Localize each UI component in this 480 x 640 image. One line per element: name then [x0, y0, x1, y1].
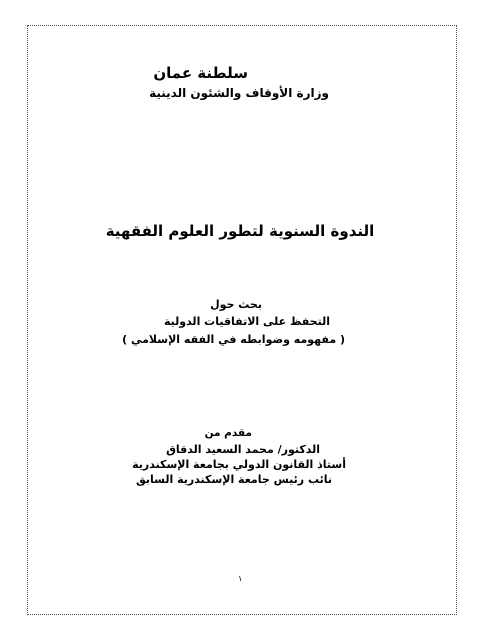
- symposium-title: الندوة السنوية لتطور العلوم الفقهية: [105, 222, 375, 240]
- presenter-role-vice-president: نائب رئيس جامعة الإسكندرية السابق: [135, 473, 332, 486]
- research-subtitle: ( مفهومه وضوابطه في الفقه الإسلامي ): [122, 333, 345, 346]
- organization-title: سلطنة عمان: [153, 64, 248, 82]
- research-title: التحفظ على الاتفاقيات الدولية: [163, 315, 330, 328]
- presented-by-label: مقدم من: [204, 427, 252, 439]
- ministry-name: وزارة الأوقاف والشئون الدينية: [149, 86, 329, 100]
- page-number: ١: [238, 574, 243, 583]
- presenter-role-professor: أستاذ القانون الدولي بجامعة الإسكندرية: [132, 458, 346, 471]
- research-label: بحث حول: [210, 298, 262, 311]
- presenter-name: الدكتور/ محمد السعيد الدقاق: [166, 443, 320, 456]
